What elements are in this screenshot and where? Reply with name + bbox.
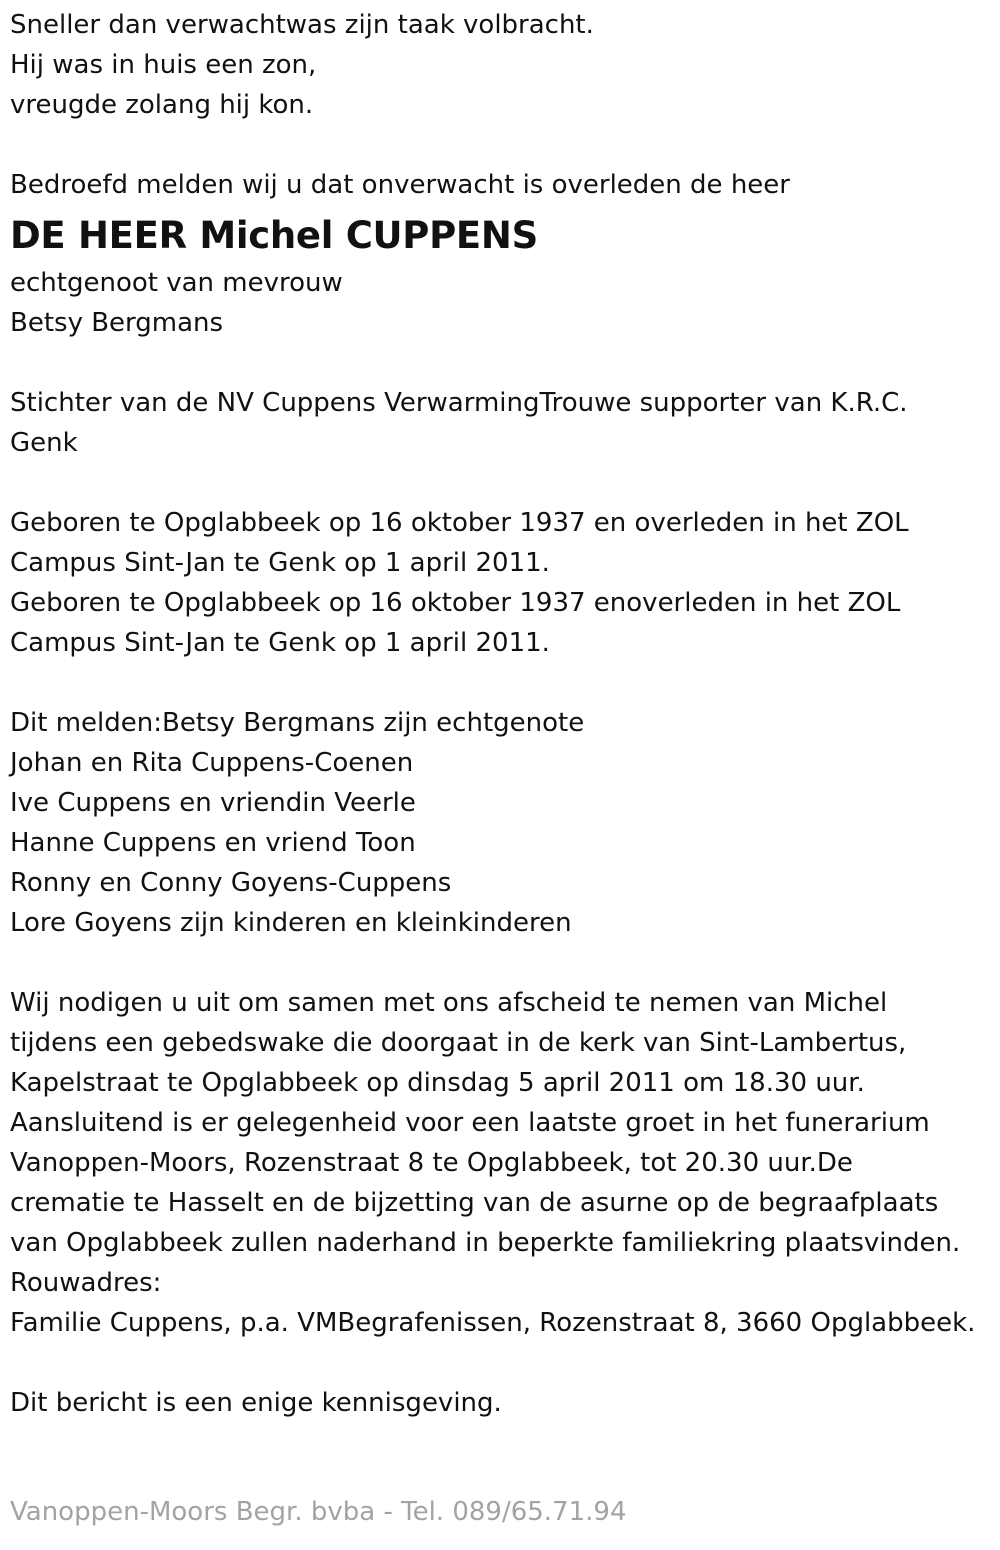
poem-line: Sneller dan verwachtwas zijn taak volbracht. xyxy=(10,10,594,40)
invitation-line: tijdens een gebedswake die doorgaat in de kerk van Sint-Lambertus, xyxy=(10,1028,907,1058)
spacer xyxy=(10,1343,990,1383)
spouse-line: Betsy Bergmans xyxy=(10,308,224,338)
closing-text: Dit bericht is een enige kennisgeving. xyxy=(10,1388,502,1418)
funeral-home-footer: Vanoppen-Moors Begr. bvba - Tel. 089/65.71.94 xyxy=(10,1497,627,1527)
founder-block xyxy=(10,383,990,463)
spacer xyxy=(10,463,990,503)
announcement-text: Bedroefd melden wij u dat onverwacht is overleden de heer xyxy=(10,170,790,200)
family-line: Johan en Rita Cuppens-Coenen xyxy=(10,748,414,778)
spouse-line: echtgenoot van mevrouw xyxy=(10,268,343,298)
invitation-block xyxy=(10,983,990,1343)
birth-death-block xyxy=(10,503,990,663)
poem-line: vreugde zolang hij kon. xyxy=(10,90,314,120)
family-line: Ronny en Conny Goyens-Cuppens xyxy=(10,868,452,898)
founder-line: Genk xyxy=(10,428,78,458)
invitation-line: van Opglabbeek zullen naderhand in beperkte familiekring plaatsvinden. xyxy=(10,1228,961,1258)
poem xyxy=(10,0,990,125)
invitation-line: Rouwadres: xyxy=(10,1268,162,1298)
family-line: Ive Cuppens en vriendin Veerle xyxy=(10,788,416,818)
spacer xyxy=(10,943,990,983)
spacer xyxy=(10,663,990,703)
family-line: Dit melden:Betsy Bergmans zijn echtgenote xyxy=(10,708,585,738)
invitation-line: Aansluitend is er gelegenheid voor een laatste groet in het funerarium xyxy=(10,1108,930,1138)
invitation-line: Familie Cuppens, p.a. VMBegrafenissen, Rozenstraat 8, 3660 Opglabbeek. xyxy=(10,1308,976,1338)
family-line: Hanne Cuppens en vriend Toon xyxy=(10,828,416,858)
invitation-line: Vanoppen-Moors, Rozenstraat 8 te Opglabbeek, tot 20.30 uur.De xyxy=(10,1148,853,1178)
deceased-name-heading: DE HEER Michel CUPPENS xyxy=(10,214,538,257)
spouse-block xyxy=(10,263,990,343)
invitation-line: Kapelstraat te Opglabbeek op dinsdag 5 april 2011 om 18.30 uur. xyxy=(10,1068,865,1098)
birth-line: Campus Sint-Jan te Genk op 1 april 2011. xyxy=(10,548,550,578)
spacer xyxy=(10,125,990,165)
invitation-line: Wij nodigen u uit om samen met ons afscheid te nemen van Michel xyxy=(10,988,888,1018)
poem-line: Hij was in huis een zon, xyxy=(10,50,317,80)
spacer xyxy=(10,343,990,383)
invitation-line: crematie te Hasselt en de bijzetting van de asurne op de begraafplaats xyxy=(10,1188,939,1218)
family-line: Lore Goyens zijn kinderen en kleinkinderen xyxy=(10,908,572,938)
birth-line: Geboren te Opglabbeek op 16 oktober 1937 en overleden in het ZOL xyxy=(10,508,909,538)
birth-line: Campus Sint-Jan te Genk op 1 april 2011. xyxy=(10,628,550,658)
family-block xyxy=(10,703,990,943)
birth-line: Geboren te Opglabbeek op 16 oktober 1937 enoverleden in het ZOL xyxy=(10,588,901,618)
founder-line: Stichter van de NV Cuppens VerwarmingTrouwe supporter van K.R.C. xyxy=(10,388,908,418)
